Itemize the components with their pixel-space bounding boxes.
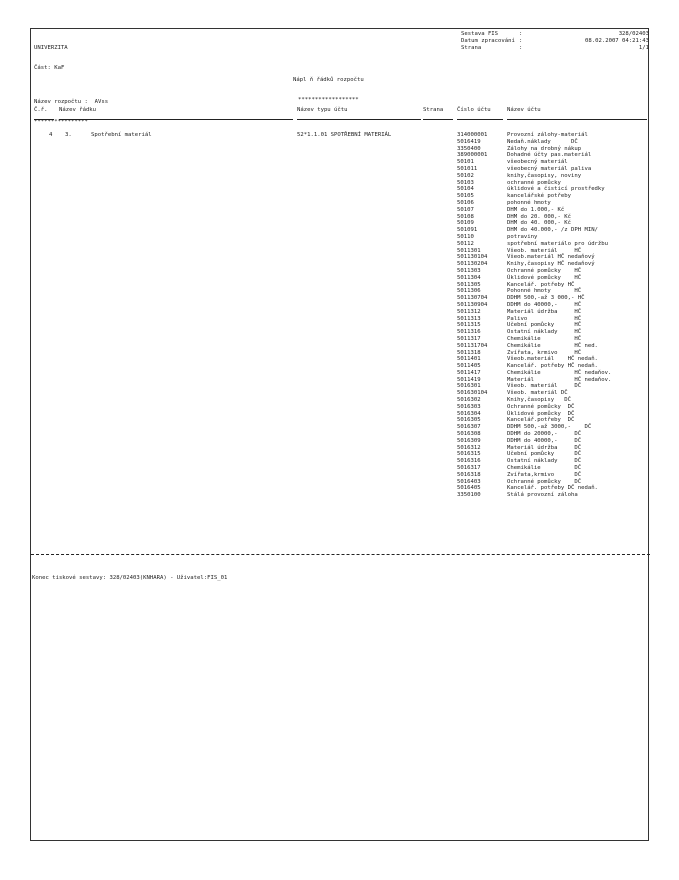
account-name: Všeob.materiál HČ nedaň. [507,356,598,363]
account-number: 5016405 [457,485,481,492]
header-meta-separator: : [519,37,523,44]
account-number: 5016315 [457,451,481,458]
account-number: 50105 [457,193,474,200]
account-number: 5011301 [457,247,481,254]
account-row [457,302,657,309]
rule-account-number [457,119,503,120]
account-name: Všeob.materiál HČ nedaňový [507,254,595,261]
account-name: DDHM do 40000,- DČ [507,437,582,444]
report-title: Nápl ň řádků rozpočtu [293,76,364,83]
line-subnumber: 3. [65,132,72,138]
report-title-underline: ****************** [298,96,359,103]
account-name: ochranné pomůcky [507,179,561,186]
line-name: Spotřební materiál [91,132,152,138]
account-number: 5011303 [457,267,481,274]
account-row [457,275,657,282]
account-row [457,261,657,268]
account-number: 50110 [457,233,474,240]
header-meta-separator: : [519,31,523,37]
account-name: spotřební materiálo pro údržbu [507,240,609,247]
account-number: 5011305 [457,281,481,288]
account-number: 50101 [457,159,474,166]
account-name: Zvířata,krmivo DČ [507,471,582,478]
account-number: 5016403 [457,478,481,485]
account-number: 501011 [457,165,478,172]
account-row [457,397,657,404]
account-name: Ochranné pomůcky HČ [507,267,582,274]
header-meta-value: 1/1 [638,44,649,51]
account-number: 5016301 [457,383,481,390]
account-row [457,268,657,275]
account-name: DHM do 40. 000,- Kč [507,220,571,227]
account-number: 389000001 [457,152,488,159]
account-row [457,173,657,180]
account-row [457,193,657,200]
account-number: 5016308 [457,431,481,438]
account-name: Ochranné pomůcky DČ [507,403,575,410]
line-type: 52*1.1.01 SPOTŘEBNÍ MATERIÁL [297,132,392,138]
header-left [34,31,68,85]
account-number: 5011306 [457,288,481,295]
account-number: 5011304 [457,274,481,281]
account-name: Zvířata, krmivo HČ [507,349,582,356]
account-number: 5016307 [457,424,481,431]
account-row [457,492,657,499]
account-name: Kancelář. potřeby HČ nedaň. [507,363,598,370]
col-header-account-name: Název účtu [507,107,541,113]
header-right [461,31,649,51]
account-row [457,166,657,173]
account-name: DHM do 20. 000,- Kč [507,213,571,220]
account-row [457,336,657,343]
account-name: Chemikálie HČ [507,335,582,342]
account-number: 501131704 [457,342,488,349]
account-name: Všeob. materiál DČ [507,390,568,397]
line-number: 4 [49,132,53,138]
account-name: Palivo HČ [507,315,582,322]
account-number: 5016419 [457,138,481,145]
header-meta-row [461,38,649,45]
budget-name: Název rozpočtu : AVss [34,98,109,105]
account-row [457,343,657,350]
account-number: 5016318 [457,471,481,478]
account-row [457,404,657,411]
account-row [457,159,657,166]
account-row [457,465,657,472]
account-number: 50108 [457,213,474,220]
report-page [30,28,649,841]
account-row [457,241,657,248]
account-number: 50107 [457,206,474,213]
account-number: 5011405 [457,363,481,370]
account-number: 5016312 [457,444,481,451]
account-name: DDHM 500,-až 3 000,- HČ [507,295,585,302]
account-number: 501630104 [457,390,488,397]
account-name: kancelářské potřeby [507,193,571,200]
account-number: 5011401 [457,356,481,363]
account-name: Kancelář.potřeby DČ [507,417,575,424]
account-name: Učební pomůcky HČ [507,322,582,329]
account-row [457,472,657,479]
account-number: 5016303 [457,403,481,410]
account-name: Materiál HČ nedaňov. [507,376,612,383]
account-number: 50109 [457,220,474,227]
account-name: Ostatní náklady DČ [507,458,582,465]
account-name: Úklidové pomůcky DČ [507,410,575,417]
account-name: Pohonné hmoty HČ [507,288,582,295]
account-row [457,329,657,336]
rule-side [423,119,453,120]
account-name: Chemikálie HČ nedaňov. [507,369,612,376]
account-number: 5016302 [457,397,481,404]
account-name: pohonné hmoty [507,199,551,206]
account-row [457,200,657,207]
account-row [457,431,657,438]
account-row [457,363,657,370]
account-number: 5016304 [457,410,481,417]
col-header-side: Strana [423,107,444,113]
account-number: 5011417 [457,369,481,376]
account-row [457,309,657,316]
account-row [457,220,657,227]
account-number: 5016309 [457,437,481,444]
header-meta-value: 328/02403 [618,31,649,37]
account-number: 501130704 [457,295,488,302]
account-name: Ostatní náklady HČ [507,329,582,336]
account-name: všeobecný materiál paliva [507,165,592,172]
account-row [457,207,657,214]
account-row [457,370,657,377]
account-name: Chemikálie DČ [507,465,582,472]
account-number: 5011315 [457,322,481,329]
account-name: úklidové a čisticí prostředky [507,186,605,193]
account-name: Materiál údržba DČ [507,444,582,451]
account-name: Zálohy na drobný nákup [507,145,582,152]
header-meta-value: 08.02.2007 04:21:43 [585,37,649,44]
header-meta-separator: : [519,44,523,51]
account-row [457,139,657,146]
account-number: 5011313 [457,315,481,322]
account-name: Chemikálie HČ ned. [507,342,598,349]
account-name: DDHM 500,-až 3000,- DČ [507,424,592,431]
account-number: 5016316 [457,458,481,465]
account-number: 5011316 [457,329,481,336]
account-row [457,295,657,302]
account-number: 501130204 [457,261,488,268]
account-name: Kancelář. potřeby HČ [507,281,575,288]
account-number: 5016305 [457,417,481,424]
col-header-cr: Č.ř. [34,107,48,113]
account-number: 501130904 [457,301,488,308]
account-number: 50102 [457,172,474,179]
account-number: 501130104 [457,254,488,261]
rule-cr [34,119,54,120]
account-name: Stálá provozní záloha [507,492,578,499]
institution-name: UNIVERZITA [34,44,68,51]
account-name: knihy,časopisy, noviny [507,172,582,179]
account-name: potraviny [507,233,538,240]
account-number: 5016317 [457,465,481,472]
account-number: 50106 [457,199,474,206]
account-list [457,132,657,499]
account-number: 50112 [457,240,474,247]
account-name: Ochranné pomůcky DČ [507,478,582,485]
account-name: Nedaň.náklady DČ [507,138,578,145]
account-number: 3350100 [457,492,481,499]
end-divider [31,554,650,555]
account-row [457,132,657,139]
account-name: Úklidové pomůcky HČ [507,274,582,281]
account-number: 314000001 [457,132,488,138]
account-row [457,438,657,445]
account-name: DDHM do 20000,- DČ [507,431,582,438]
header-meta-row [461,31,649,38]
col-header-name: Název řádku [59,107,97,113]
account-number: 3350400 [457,145,481,152]
account-name: Všeob. materiál HČ [507,247,582,254]
header-meta-row [461,45,649,52]
header-meta-label: Sestava FIS [461,31,499,37]
account-name: Provozní zálohy-materiál [507,132,588,138]
account-row [457,234,657,241]
rule-account-name [507,119,647,120]
account-name: DHM do 1.000,- Kč [507,206,565,213]
account-name: Knihy,časopisy DČ [507,397,571,404]
account-number: 501091 [457,227,478,234]
account-number: 5011318 [457,349,481,356]
header-meta-label: Datum zpracování [461,37,515,44]
account-name: Učební pomůcky DČ [507,451,582,458]
account-number: 5011317 [457,335,481,342]
rule-type [297,119,421,120]
header-meta-label: Strana [461,44,482,51]
account-row [457,227,657,234]
account-name: DHM do 40.000,- /z DPH MIN/ [507,227,598,234]
account-number: 5011312 [457,308,481,315]
account-name: všeobecný materiál [507,159,568,166]
account-number: 50103 [457,179,474,186]
account-number: 5011419 [457,376,481,383]
account-name: Knihy,časopisy HČ nedaňový [507,261,595,268]
account-name: Všeob. materiál DČ [507,383,582,390]
department-label: Část: KaF [34,64,65,71]
budget-underline: **************** [34,118,88,125]
account-name: Materiál údržba HČ [507,308,582,315]
col-header-type: Název typu účtu [297,107,348,113]
account-number: 50104 [457,186,474,193]
col-header-account-number: Číslo účtu [457,107,491,113]
account-name: Dohadné účty pas.materiál [507,152,592,159]
report-footer: Konec tiskové sestavy: 328/02403(KNHARA) - Uživatel:FIS_01 [32,575,228,581]
rule-name [59,119,293,120]
account-name: DDHM do 40000,- HČ [507,301,582,308]
account-name: Kancelář. potřeby DČ nedaň. [507,485,598,492]
